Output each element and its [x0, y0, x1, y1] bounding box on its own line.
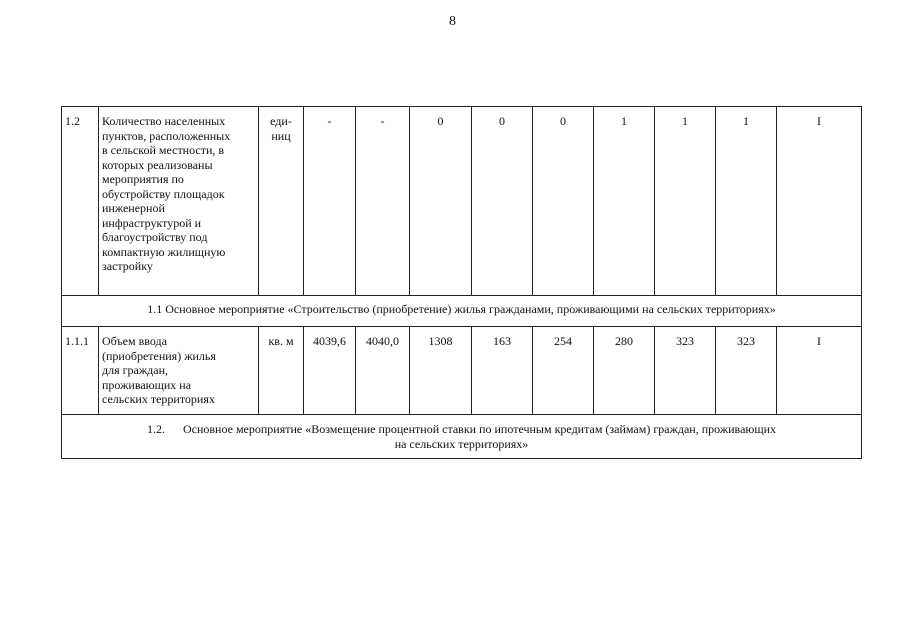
indicator-name-line: мероприятия по [102, 172, 184, 186]
value-cell: - [304, 107, 356, 296]
indicator-name-line: инженерной [102, 201, 165, 215]
unit-line: еди- [270, 114, 292, 128]
section-heading-line [65, 422, 858, 437]
indicator-name-line: инфраструктурой и [102, 215, 202, 230]
value-cell: 1 [594, 107, 655, 296]
indicator-name-line: пунктов, расположенных [102, 128, 231, 143]
indicator-name-line: сельских территориях [102, 392, 215, 406]
value-cell: 0 [533, 107, 594, 296]
value-cell: 280 [594, 327, 655, 415]
value-cell: 163 [472, 327, 533, 415]
value-cell: 254 [533, 327, 594, 415]
row-number: 1.2 [62, 107, 99, 296]
section-number: 1.2. [146, 422, 165, 436]
indicator-name-line: Количество населенных [102, 114, 226, 128]
value-cell: 0 [410, 107, 472, 296]
indicator-name-line: застройку [102, 259, 153, 273]
indicator-name-line: компактную жилищную [102, 244, 226, 259]
section-heading-text: Основное мероприятие «Возмещение процентной ставки по ипотечным кредитам (займам) граждан, проживающих [182, 422, 777, 436]
section-heading-line: на сельских территориях» [394, 436, 529, 451]
table-row [62, 107, 862, 296]
indicator-name-line: обустройству площадок [102, 186, 225, 201]
value-cell: I [777, 107, 862, 296]
indicator-name-line: проживающих на [102, 377, 192, 392]
unit-cell: кв. м [259, 327, 304, 415]
value-cell: 1308 [410, 327, 472, 415]
value-cell: I [777, 327, 862, 415]
value-cell: 4039,6 [304, 327, 356, 415]
section-row [62, 296, 862, 327]
indicator-name-line: Объем ввода [102, 334, 167, 348]
value-cell: 4040,0 [356, 327, 410, 415]
value-cell: 1 [655, 107, 716, 296]
section-heading [62, 415, 862, 459]
indicator-name [99, 107, 259, 296]
indicator-name [99, 327, 259, 415]
value-cell: 1 [716, 107, 777, 296]
unit-line: ниц [271, 128, 291, 143]
table-row [62, 327, 862, 415]
indicator-name-line: которых реализованы [102, 157, 213, 172]
indicators-table [61, 106, 862, 459]
value-cell: 323 [716, 327, 777, 415]
value-cell: 0 [472, 107, 533, 296]
section-heading: 1.1 Основное мероприятие «Строительство (приобретение) жилья гражданами, проживающими на сельских территориях» [62, 296, 862, 327]
unit-cell [259, 107, 304, 296]
indicator-name-line: (приобретения) жилья [102, 348, 216, 363]
indicator-name-line: для граждан, [102, 363, 169, 377]
section-row [62, 415, 862, 459]
value-cell: 323 [655, 327, 716, 415]
value-cell: - [356, 107, 410, 296]
page-number: 8 [449, 14, 456, 29]
indicator-name-line: в сельской местности, в [102, 143, 225, 157]
row-number: 1.1.1 [62, 327, 99, 415]
indicator-name-line: благоустройству под [102, 230, 208, 244]
